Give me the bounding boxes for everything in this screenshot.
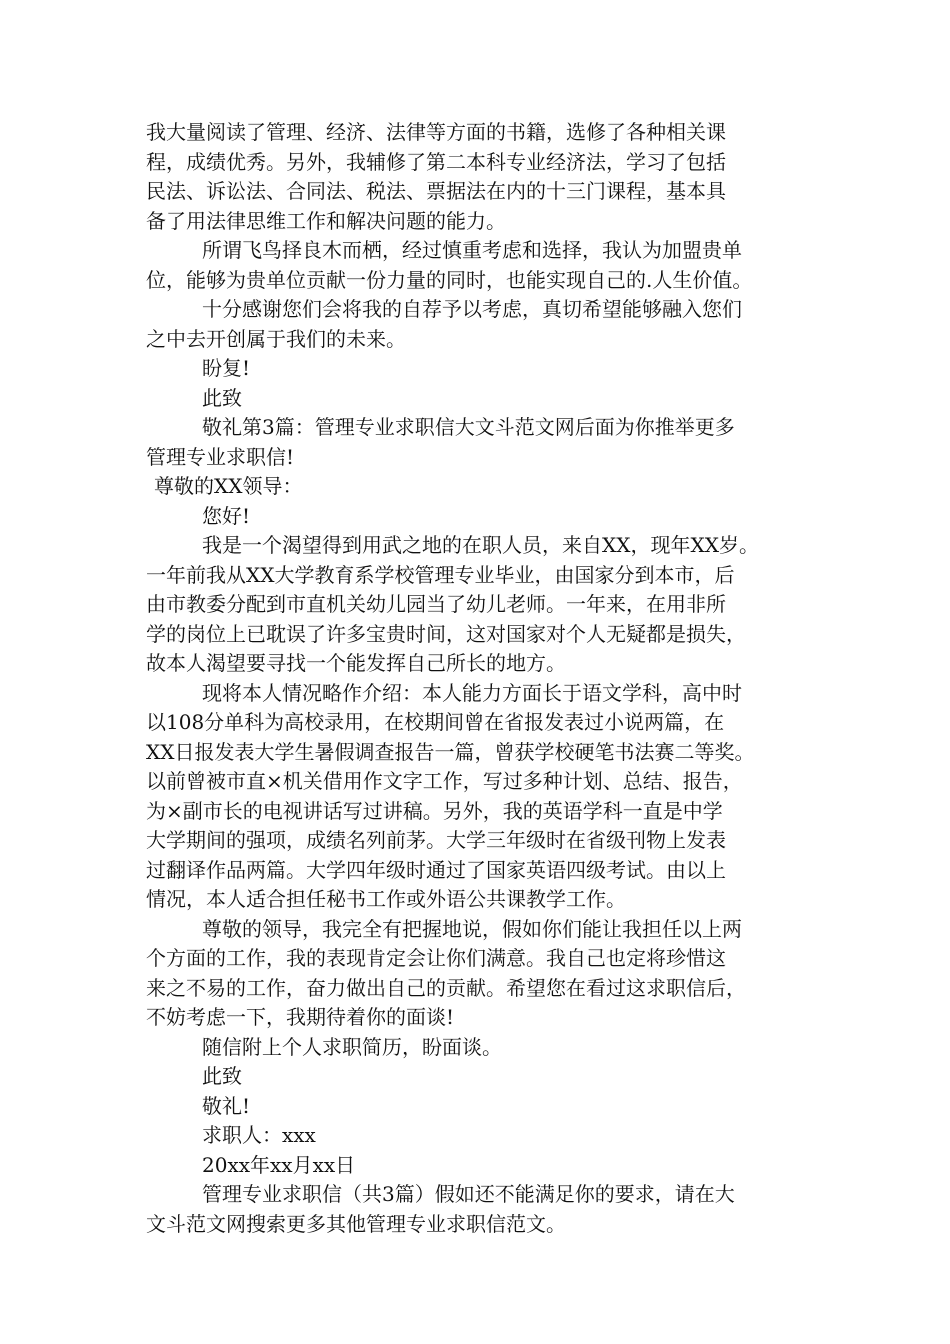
closing-salute: 此致 bbox=[202, 385, 242, 410]
section-heading: 敬礼第3篇：管理专业求职信大文斗范文网后面为你推举更多 bbox=[202, 415, 735, 439]
closing-respect: 敬礼! bbox=[202, 1093, 251, 1118]
text-line: 位，能够为贵单位贡献一份力量的同时，也能实现自己的.人生价值。 bbox=[146, 267, 753, 292]
text-line: 之中去开创属于我们的未来。 bbox=[146, 326, 406, 351]
text-line: 程，成绩优秀。另外，我辅修了第二本科专业经济法，学习了包括 bbox=[146, 149, 726, 174]
text-line: 个方面的工作，我的表现肯定会让你们满意。我自己也定将珍惜这 bbox=[146, 946, 726, 970]
paragraph-start: 管理专业求职信（共3篇）假如还不能满足你的要求，请在大 bbox=[202, 1182, 735, 1206]
text-line: 一年前我从XX大学教育系学校管理专业毕业，由国家分到本市，后 bbox=[146, 562, 735, 587]
paragraph-start: 十分感谢您们会将我的自荐予以考虑，真切希望能够融入您们 bbox=[202, 297, 742, 321]
date: 20xx年xx月xx日 bbox=[202, 1152, 356, 1177]
closing-reply: 盼复! bbox=[202, 356, 251, 380]
paragraph-start: 所谓飞鸟择良木而栖，经过慎重考虑和选择，我认为加盟贵单 bbox=[202, 238, 742, 262]
text-line: 以前曾被市直×机关借用作文字工作，写过多种计划、总结、报告， bbox=[146, 769, 743, 793]
paragraph-start: 现将本人情况略作介绍：本人能力方面长于语文学科，高中时 bbox=[202, 680, 742, 705]
text-line: 文斗范文网搜索更多其他管理专业求职信范文。 bbox=[146, 1211, 566, 1236]
text-line: 故本人渴望要寻找一个能发挥自己所长的地方。 bbox=[146, 651, 566, 675]
paragraph-start: 尊敬的领导，我完全有把握地说，假如你们能让我担任以上两 bbox=[202, 916, 742, 941]
text-line: 大学期间的强项，成绩名列前茅。大学三年级时在省级刊物上发表 bbox=[146, 828, 726, 852]
closing-salute: 此致 bbox=[202, 1064, 242, 1088]
text-line: 为×副市长的电视讲话写过讲稿。另外，我的英语学科一直是中学 bbox=[146, 798, 723, 823]
text-line: 民法、诉讼法、合同法、税法、票据法在内的十三门课程，基本具 bbox=[146, 179, 726, 203]
signature: 求职人：xxx bbox=[202, 1123, 316, 1147]
text-line: 学的岗位上已耽误了许多宝贵时间，这对国家对个人无疑都是损失， bbox=[146, 621, 746, 646]
greeting: 尊敬的XX领导： bbox=[154, 474, 303, 498]
text-line: 情况，本人适合担任秘书工作或外语公共课教学工作。 bbox=[146, 887, 626, 911]
text-line: 过翻译作品两篇。大学四年级时通过了国家英语四级考试。由以上 bbox=[146, 857, 726, 882]
text-line: 由市教委分配到市直机关幼儿园当了幼儿老师。一年来，在用非所 bbox=[146, 592, 726, 616]
attachment-note: 随信附上个人求职简历，盼面谈。 bbox=[202, 1034, 502, 1059]
text-line: 不妨考虑一下，我期待着你的面谈! bbox=[146, 1005, 455, 1029]
text-line: 备了用法律思维工作和解决问题的能力。 bbox=[146, 208, 506, 233]
paragraph-start: 我是一个渴望得到用武之地的在职人员，来自XX，现年XX岁。 bbox=[202, 533, 759, 557]
section-heading-cont: 管理专业求职信! bbox=[146, 444, 295, 469]
text-line: 以108分单科为高校录用，在校期间曾在省报发表过小说两篇，在 bbox=[146, 710, 725, 734]
text-line: XX日报发表大学生暑假调查报告一篇，曾获学校硬笔书法赛二等奖。 bbox=[146, 739, 755, 764]
letter-body bbox=[146, 118, 828, 1239]
text-line: 来之不易的工作，奋力做出自己的贡献。希望您在看过这求职信后， bbox=[146, 975, 746, 1000]
hello-line: 您好! bbox=[202, 503, 251, 528]
text-line: 我大量阅读了管理、经济、法律等方面的书籍，选修了各种相关课 bbox=[146, 120, 726, 144]
